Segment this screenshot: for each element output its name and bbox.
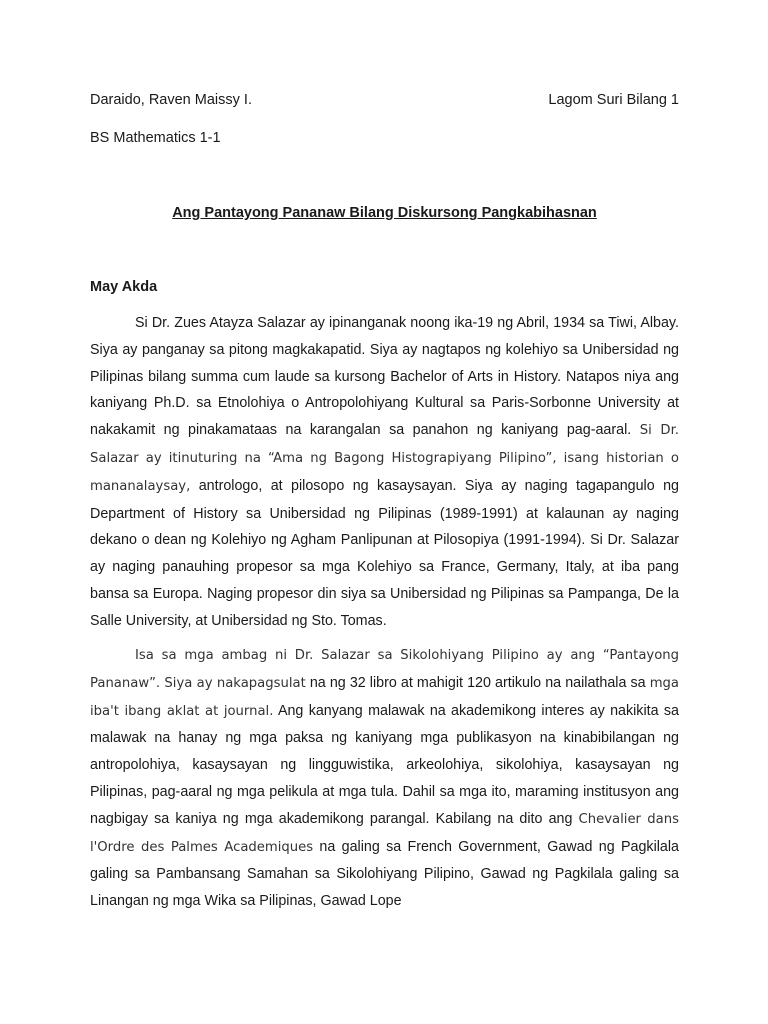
paragraph-2-sentence-6: na galing sa French Government, Gawad ng Pagkilala galing sa Pambansang Samahan sa Sikolohiyang Pilipino, Gawad ng Pagkilala galing sa Linangan ng mga Wika sa Pilipinas, Gawad Lope [90,838,680,910]
header-row [90,92,679,114]
document-page [90,0,679,1024]
paragraph-2-sentence-1: Isa sa mga ambag ni Dr. Salazar sa Sikolohiyang Pilipino ay ang “Pantayong Pananaw”. Siya ay nakapagsulat [90,648,679,691]
program-label: BS Mathematics 1-1 [90,130,221,146]
paragraph-1-sentence-1: Si Dr. Zues Atayza Salazar ay ipinanganak noong ika-19 ng Abril, 1934 sa Tiwi, Albay. Siya ay panganay sa pitong magkakapatid. Siya ay nagtapos ng kolehiyo sa Unibersidad ng Pilipinas bilang summa cum laude sa kursong Bachelor of Arts in History. Natapos niya ang kaniyang Ph.D. sa Etnolohiya o Antropolohiyang Kultural sa Paris-Sorbonne University at nakakamit ng pinakamataas na karangalan sa panahon ng kaniyang pag-aaral. [90,315,679,439]
author-name: Daraido, Raven Maissy I. [90,92,252,108]
paragraph-1-sentence-3: antrologo, at pilosopo ng kasaysayan. Siya ay naging tagapangulo ng Department of History sa Unibersidad ng Pilipinas (1989-1991) at kalaunan ay naging dekano o dean ng Kolehiyo ng Agham Panlipunan at Pilosopiya (1991-1994). Si Dr. Salazar ay naging panauhing propesor sa mga Kolehiyo sa France, Germany, Italy, at iba pang bansa sa Europa. Naging propesor din siya sa Unibersidad ng Pilipinas sa Pampanga, De la Salle University, at Unibersidad ng Sto. Tomas. [90,477,679,629]
paragraph-1-sentence-2: Si Dr. Salazar ay itinuturing na “Ama ng Bagong Histograpiyang Pilipino”, isang historian o mananalaysay, [90,423,679,494]
paragraph-2-award-name: Chevalier dans l'Ordre des Palmes Academiques [90,811,679,855]
paragraph-2-sentence-4: Ang kanyang malawak na akademikong interes ay nakikita sa malawak na hanay ng mga paksa ng kaniyang mga publikasyon na kinabibilangan ng antropolohiya, kasaysayan ng lingguwistika, arkeolohiya, sikolohiya, kasaysayan ng Pilipinas, pag-aaral ng mga pelikula at mga tula. Dahil sa mga ito, maraming institusyon ang nagbigay sa kaniya ng mga akademikong parangal. Kabilang na dito ang [90,702,679,827]
section-heading: May Akda [90,279,158,295]
assignment-label: Lagom Suri Bilang 1 [548,92,679,108]
paragraph-2-sentence-3: mga iba't ibang aklat at journal. [90,675,679,719]
document-title: Ang Pantayong Pananaw Bilang Diskursong Pangkabihasnan [172,205,597,221]
paragraph-biography [90,310,679,635]
paragraph-contributions [90,642,679,915]
paragraph-2-sentence-2: na ng 32 libro at mahigit 120 artikulo na nailathala sa [305,674,650,691]
